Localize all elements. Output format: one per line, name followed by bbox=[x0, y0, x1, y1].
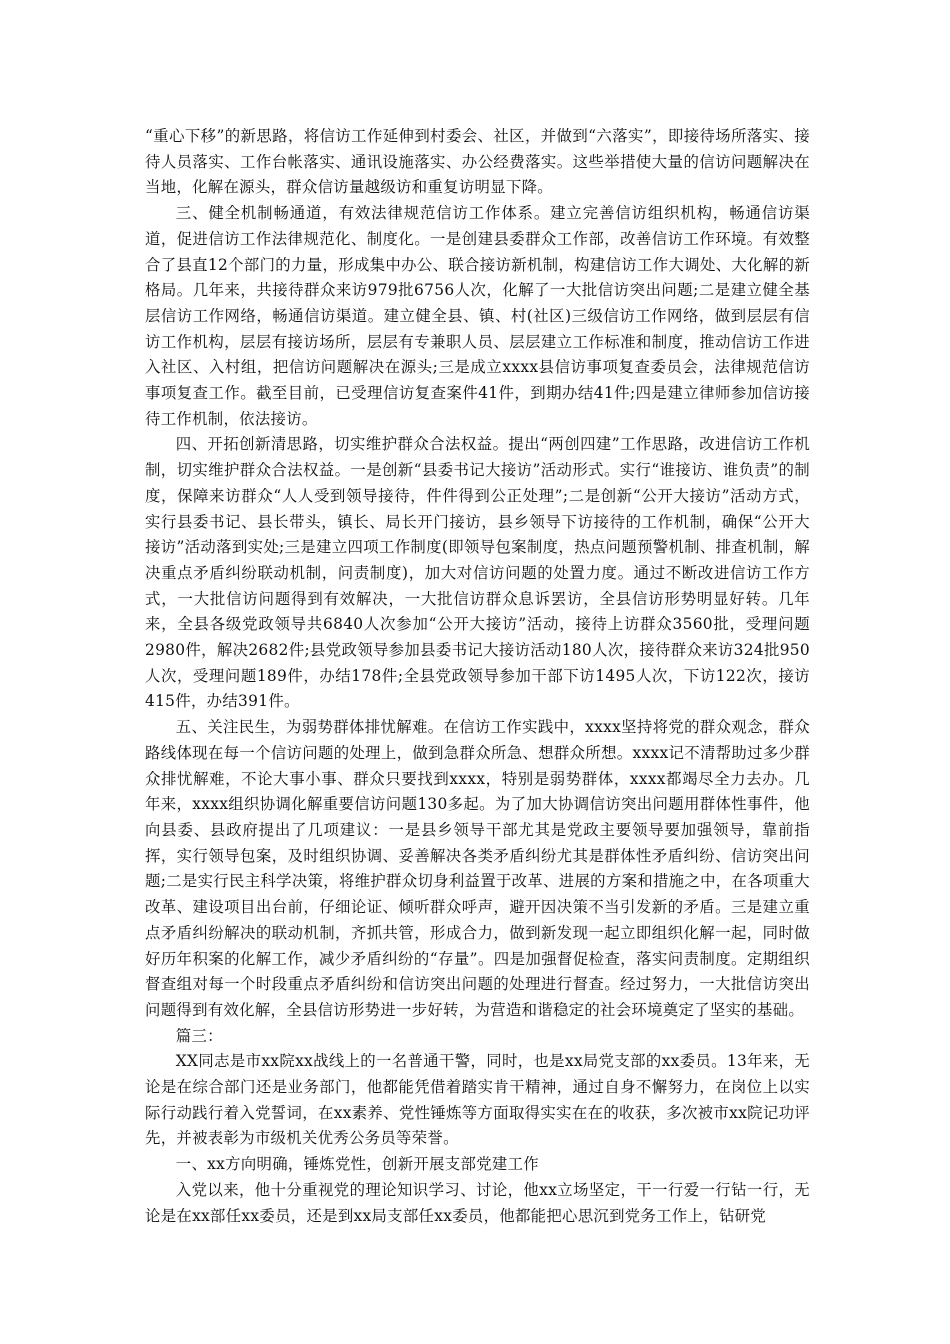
chapter-heading: 篇三： bbox=[175, 1026, 223, 1045]
paragraph-continuation: “重心下移”的新思路，将信访工作延伸到村委会、社区，并做到“六落实”，即接待场所落实、接待人员落实、工作台帐落实、通讯设施落实、办公经费落实。这些举措使大量的信访问题解决在当地，化解在源头，群众信访量越级访和重复访明显下降。 bbox=[145, 127, 810, 197]
paragraph-section-three: 三、健全机制畅通道，有效法律规范信访工作体系。建立完善信访组织机构，畅通信访渠道，促进信访工作法律规范化、制度化。一是创建县委群众工作部，改善信访工作环境。有效整合了县直12个部门的力量，形成集中办公、联合接访新机制，构建信访工作大调处、大化解的新格局。几年来，共接待群众来访979批6756人次，化解了一大批信访突出问题;二是建立健全基层信访工作网络，畅通信访渠道。建立健全县、镇、村(社区)三级信访工作网络，做到层层有信访工作机构，层层有接访场所，层层有专兼职人员、层层建立工作标准和制度，推动信访工作进入社区、入村组，把信访问题解决在源头;三是成立xxxx县信访事项复查委员会，法律规范信访事项复查工作。截至目前，已受理信访复查案件41件，到期办结41件;四是建立律师参加信访接待工作机制，依法接访。 bbox=[145, 204, 810, 428]
paragraph-section-five: 五、关注民生，为弱势群体排忧解难。在信访工作实践中，xxxx坚持将党的群众观念，群众路线体现在每一个信访问题的处理上，做到急群众所急、想群众所想。xxxx记不清帮助过多少群众排忧解难，不论大事小事、群众只要找到xxxx，特别是弱势群体，xxxx都竭尽全力去办。几年来，xxxx组织协调化解重要信访问题130多起。为了加大协调信访突出问题用群体性事件，他向县委、县政府提出了几项建议：一是县乡领导干部尤其是党政主要领导要加强领导，靠前指挥，实行领导包案，及时组织协调、妥善解决各类矛盾纠纷尤其是群体性矛盾纠纷、信访突出问题;二是实行民主科学决策，将维护群众切身利益置于改革、进展的方案和措施之中，在各项重大改革、建设项目出台前，仔细论证、倾听群众呼声，避开因决策不当引发新的矛盾。三是建立重点矛盾纠纷解决的联动机制，齐抓共管，形成合力，做到新发现一起立即组织化解一起，同时做好历年积案的化解工作，减少矛盾纠纷的“存量”。四是加强督促检查，落实问责制度。定期组织督查组对每一个时段重点矛盾纠纷和信访突出问题的处理进行督查。经过努力，一大批信访突出问题得到有效化解，全县信访形势进一步好转，为营造和谐稳定的社会环境奠定了坚实的基础。 bbox=[145, 718, 810, 1019]
paragraph-body: 入党以来，他十分重视党的理论知识学习、讨论，他xx立场坚定，干一行爱一行钻一行，无论是在xx部任xx委员，还是到xx局支部任xx委员，他都能把心思沉到党务工作上，钻研党 bbox=[145, 1180, 810, 1225]
section-heading: 一、xx方向明确，锤炼党性，创新开展支部党建工作 bbox=[175, 1155, 539, 1174]
paragraph-intro: XX同志是市xx院xx战线上的一名普通干警，同时，也是xx局党支部的xx委员。13年来，无论是在综合部门还是业务部门，他都能凭借着踏实肯干精神，通过自身不懈努力，在岗位上以实际行动践行着入党誓词，在xx素养、党性锤炼等方面取得实实在在的收获，多次被市xx院记功评先，并被表彰为市级机关优秀公务员等荣誉。 bbox=[145, 1052, 810, 1148]
paragraph-section-four: 四、开拓创新清思路，切实维护群众合法权益。提出“两创四建”工作思路，改进信访工作机制，切实维护群众合法权益。一是创新“县委书记大接访”活动形式。实行“谁接访、谁负责”的制度，保障来访群众“人人受到领导接待，件件得到公正处理”;二是创新“公开大接访”活动方式，实行县委书记、县长带头，镇长、局长开门接访，县乡领导下访接待的工作机制，确保“公开大接访”活动落到实处;三是建立四项工作制度(即领导包案制度，热点问题预警机制、排查机制，解决重点矛盾纠纷联动机制，问责制度)，加大对信访问题的处置力度。通过不断改进信访工作方式，一大批信访问题得到有效解决，一大批信访群众息诉罢访，全县信访形势明显好转。几年来，全县各级党政领导共6840人次参加“公开大接访”活动，接待上访群众3560批，受理问题2980件，解决2682件;县党政领导参加县委书记大接访活动180人次，接待群众来访324批950人次，受理问题189件，办结178件;全县党政领导参加干部下访1495人次，下访122次，接访415件，办结391件。 bbox=[145, 435, 810, 711]
document-body bbox=[145, 124, 810, 1229]
